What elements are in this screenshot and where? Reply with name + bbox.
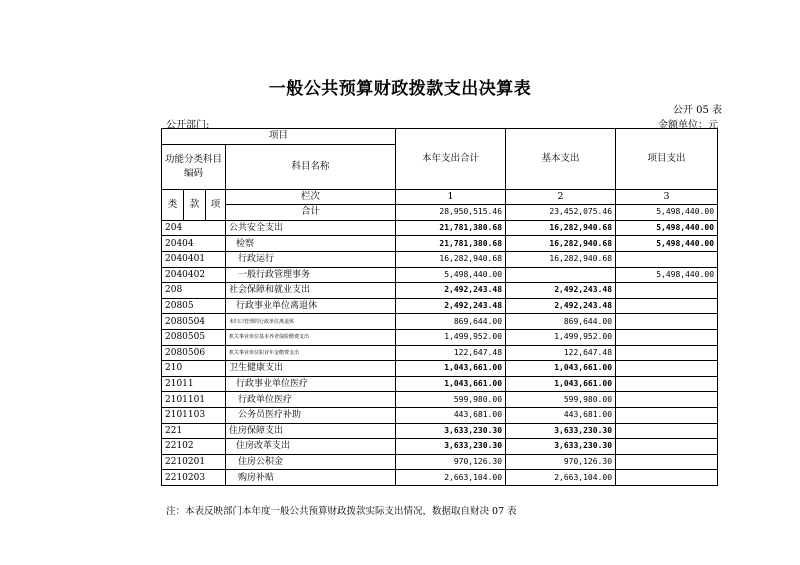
sum-project: 5,498,440.00 xyxy=(616,205,718,221)
row-total: 21,781,380.68 xyxy=(396,236,506,252)
header-col-total: 本年支出合计 xyxy=(396,129,506,190)
row-name: 住房保障支出 xyxy=(226,423,396,439)
header-lei: 类 xyxy=(162,189,184,220)
row-code: 208 xyxy=(162,283,226,299)
row-code: 2040402 xyxy=(162,267,226,283)
header-item: 项目 xyxy=(162,129,396,145)
row-basic: 2,492,243.48 xyxy=(506,283,616,299)
row-code: 221 xyxy=(162,423,226,439)
table-row xyxy=(162,392,718,408)
row-total: 122,647.48 xyxy=(396,345,506,361)
row-project xyxy=(616,361,718,377)
table-row xyxy=(162,220,718,236)
header-kuan: 款 xyxy=(184,189,206,220)
row-total: 3,633,230.30 xyxy=(396,423,506,439)
row-total: 1,499,952.00 xyxy=(396,329,506,345)
footnote: 注：本表反映部门本年度一般公共预算财政拨款实际支出情况，数据取自财决 07 表 xyxy=(166,506,517,517)
row-name: 行政事业单位离退休 xyxy=(226,298,396,314)
row-project xyxy=(616,329,718,345)
header-n1: 1 xyxy=(396,189,506,205)
row-total: 1,043,661.00 xyxy=(396,376,506,392)
row-basic: 443,681.00 xyxy=(506,407,616,423)
department-label: 公开部门: xyxy=(166,120,210,131)
row-project xyxy=(616,283,718,299)
header-func-code: 功能分类科目编码 xyxy=(162,144,226,189)
unit-label: 金额单位：元 xyxy=(658,120,718,131)
header-subject-name: 科目名称 xyxy=(226,144,396,189)
row-code: 210 xyxy=(162,361,226,377)
row-basic: 3,633,230.30 xyxy=(506,439,616,455)
table-row xyxy=(162,283,718,299)
table-row xyxy=(162,329,718,345)
row-code: 2080505 xyxy=(162,329,226,345)
table-row xyxy=(162,345,718,361)
row-basic xyxy=(506,267,616,283)
row-project xyxy=(616,470,718,486)
row-basic: 3,633,230.30 xyxy=(506,423,616,439)
row-project xyxy=(616,298,718,314)
row-total: 2,492,243.48 xyxy=(396,283,506,299)
table-row xyxy=(162,423,718,439)
table-row xyxy=(162,376,718,392)
row-code: 2040401 xyxy=(162,251,226,267)
row-project: 5,498,440.00 xyxy=(616,220,718,236)
row-name: 行政事业单位医疗 xyxy=(226,376,396,392)
row-code: 204 xyxy=(162,220,226,236)
row-project xyxy=(616,392,718,408)
row-code: 2080504 xyxy=(162,314,226,330)
row-name: 社会保障和就业支出 xyxy=(226,283,396,299)
row-code: 2080506 xyxy=(162,345,226,361)
row-total: 21,781,380.68 xyxy=(396,220,506,236)
row-basic: 16,282,940.68 xyxy=(506,220,616,236)
row-code: 2210201 xyxy=(162,454,226,470)
row-project xyxy=(616,439,718,455)
row-basic: 970,126.30 xyxy=(506,454,616,470)
row-project xyxy=(616,407,718,423)
row-project xyxy=(616,423,718,439)
row-project xyxy=(616,376,718,392)
row-total: 3,633,230.30 xyxy=(396,439,506,455)
row-name: 公务员医疗补助 xyxy=(226,407,396,423)
row-basic: 1,043,661.00 xyxy=(506,361,616,377)
row-name: 未归口管理的行政单位离退休 xyxy=(226,314,396,330)
row-name: 机关事业单位基本养老保险缴费支出 xyxy=(226,329,396,345)
row-total: 443,681.00 xyxy=(396,407,506,423)
row-name: 卫生健康支出 xyxy=(226,361,396,377)
row-name: 住房改革支出 xyxy=(226,439,396,455)
row-basic: 2,492,243.48 xyxy=(506,298,616,314)
row-basic: 869,644.00 xyxy=(506,314,616,330)
form-number: 公开 05 表 xyxy=(672,105,722,116)
expenditure-table xyxy=(161,128,718,486)
sum-total: 28,950,515.46 xyxy=(396,205,506,221)
row-total: 599,980.00 xyxy=(396,392,506,408)
row-basic: 1,043,661.00 xyxy=(506,376,616,392)
row-total: 16,282,940.68 xyxy=(396,251,506,267)
row-code: 21011 xyxy=(162,376,226,392)
header-col-basic: 基本支出 xyxy=(506,129,616,190)
row-project: 5,498,440.00 xyxy=(616,236,718,252)
row-basic: 1,499,952.00 xyxy=(506,329,616,345)
table-row xyxy=(162,470,718,486)
row-basic: 2,663,104.00 xyxy=(506,470,616,486)
row-name: 行政单位医疗 xyxy=(226,392,396,408)
header-n3: 3 xyxy=(616,189,718,205)
row-name: 机关事业单位职业年金缴费支出 xyxy=(226,345,396,361)
row-name: 行政运行 xyxy=(226,251,396,267)
sum-basic: 23,452,075.46 xyxy=(506,205,616,221)
row-project xyxy=(616,251,718,267)
row-code: 2101101 xyxy=(162,392,226,408)
row-project xyxy=(616,314,718,330)
table-row xyxy=(162,251,718,267)
table-row xyxy=(162,298,718,314)
row-project xyxy=(616,345,718,361)
row-total: 1,043,661.00 xyxy=(396,361,506,377)
row-code: 2210203 xyxy=(162,470,226,486)
row-code: 22102 xyxy=(162,439,226,455)
header-n2: 2 xyxy=(506,189,616,205)
row-project xyxy=(616,454,718,470)
header-col-project: 项目支出 xyxy=(616,129,718,190)
table-row xyxy=(162,439,718,455)
table-row xyxy=(162,314,718,330)
row-code: 20404 xyxy=(162,236,226,252)
table-row xyxy=(162,454,718,470)
row-name: 购房补贴 xyxy=(226,470,396,486)
header-row-no: 栏次 xyxy=(226,189,396,205)
row-code: 20805 xyxy=(162,298,226,314)
row-total: 2,663,104.00 xyxy=(396,470,506,486)
row-basic: 16,282,940.68 xyxy=(506,251,616,267)
table-row xyxy=(162,361,718,377)
row-code: 2101103 xyxy=(162,407,226,423)
header-xiang: 项 xyxy=(206,189,226,220)
table-row xyxy=(162,407,718,423)
row-name: 住房公积金 xyxy=(226,454,396,470)
table-row xyxy=(162,236,718,252)
table-row xyxy=(162,267,718,283)
row-total: 970,126.30 xyxy=(396,454,506,470)
page-title: 一般公共预算财政拨款支出决算表 xyxy=(268,79,532,99)
row-basic: 16,282,940.68 xyxy=(506,236,616,252)
row-total: 869,644.00 xyxy=(396,314,506,330)
sum-label: 合计 xyxy=(226,205,396,221)
row-total: 2,492,243.48 xyxy=(396,298,506,314)
row-basic: 599,980.00 xyxy=(506,392,616,408)
row-name: 检察 xyxy=(226,236,396,252)
row-basic: 122,647.48 xyxy=(506,345,616,361)
row-name: 一般行政管理事务 xyxy=(226,267,396,283)
row-total: 5,498,440.00 xyxy=(396,267,506,283)
row-project: 5,498,440.00 xyxy=(616,267,718,283)
row-name: 公共安全支出 xyxy=(226,220,396,236)
